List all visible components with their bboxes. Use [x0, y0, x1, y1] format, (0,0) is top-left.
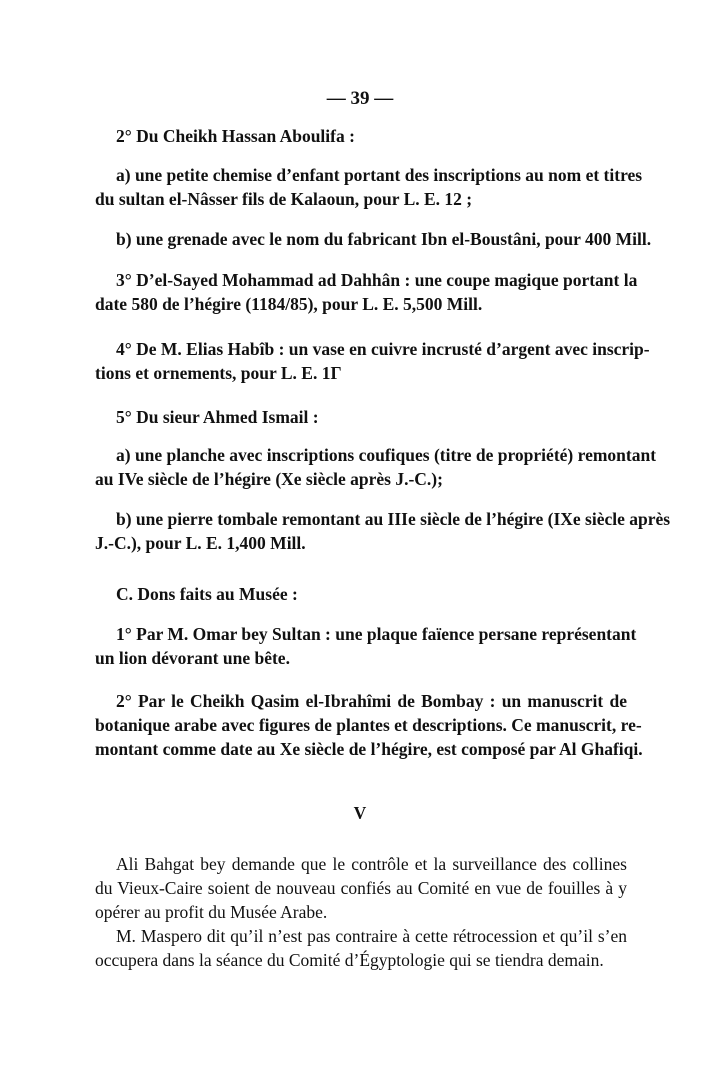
text-line: 2° Du Cheikh Hassan Aboulifa :: [116, 126, 355, 146]
page-number: — 39 —: [326, 88, 394, 109]
text-line: a) une petite chemise d’enfant portant des inscriptions au nom et titres: [116, 165, 643, 185]
text-line: du Vieux-Caire soient de nouveau confiés au Comité en vue de fouilles à y: [95, 878, 627, 898]
text-line: date 580 de l’hégire (1184/85), pour L. E. 5,500 Mill.: [95, 294, 483, 314]
text-line: 3° D’el-Sayed Mohammad ad Dahhân : une coupe magique portant la: [116, 270, 638, 290]
text-line: 2° Par le Cheikh Qasim el-Ibrahîmi de Bombay : un manuscrit de: [116, 691, 627, 711]
text-line: opérer au profit du Musée Arabe.: [95, 902, 328, 922]
text-line: botanique arabe avec figures de plantes et descriptions. Ce manuscrit, re-: [95, 715, 642, 735]
text-line: occupera dans la séance du Comité d’Égyptologie qui se tiendra demain.: [95, 950, 604, 970]
section-heading: C. Dons faits au Musée :: [116, 584, 298, 604]
text-line: un lion dévorant une bête.: [95, 648, 290, 668]
text-line: 4° De M. Elias Habîb : un vase en cuivre incrusté d’argent avec inscrip-: [116, 339, 650, 359]
text-line: au IVe siècle de l’hégire (Xe siècle après J.-C.);: [95, 469, 443, 489]
text-line: b) une pierre tombale remontant au IIIe siècle de l’hégire (IXe siècle après: [116, 509, 671, 529]
text-line: 5° Du sieur Ahmed Ismail :: [116, 407, 319, 427]
text-line: du sultan el-Nâsser fils de Kalaoun, pour L. E. 12 ;: [95, 189, 473, 209]
text-line: J.-C.), pour L. E. 1,400 Mill.: [95, 533, 306, 553]
section-numeral: V: [353, 803, 367, 823]
text-line: 1° Par M. Omar bey Sultan : une plaque faïence persane représentant: [116, 624, 637, 644]
text-line: a) une planche avec inscriptions coufiques (titre de propriété) remontant: [116, 445, 657, 465]
text-line: tions et ornements, pour L. E. 1Γ: [95, 363, 342, 383]
text-line: b) une grenade avec le nom du fabricant Ibn el-Boustâni, pour 400 Mill.: [116, 229, 652, 249]
text-line: M. Maspero dit qu’il n’est pas contraire à cette rétrocession et qu’il s’en: [116, 926, 627, 946]
text-line: Ali Bahgat bey demande que le contrôle et la surveillance des collines: [116, 854, 627, 874]
text-line: montant comme date au Xe siècle de l’hégire, est composé par Al Ghafiqi.: [95, 739, 643, 759]
